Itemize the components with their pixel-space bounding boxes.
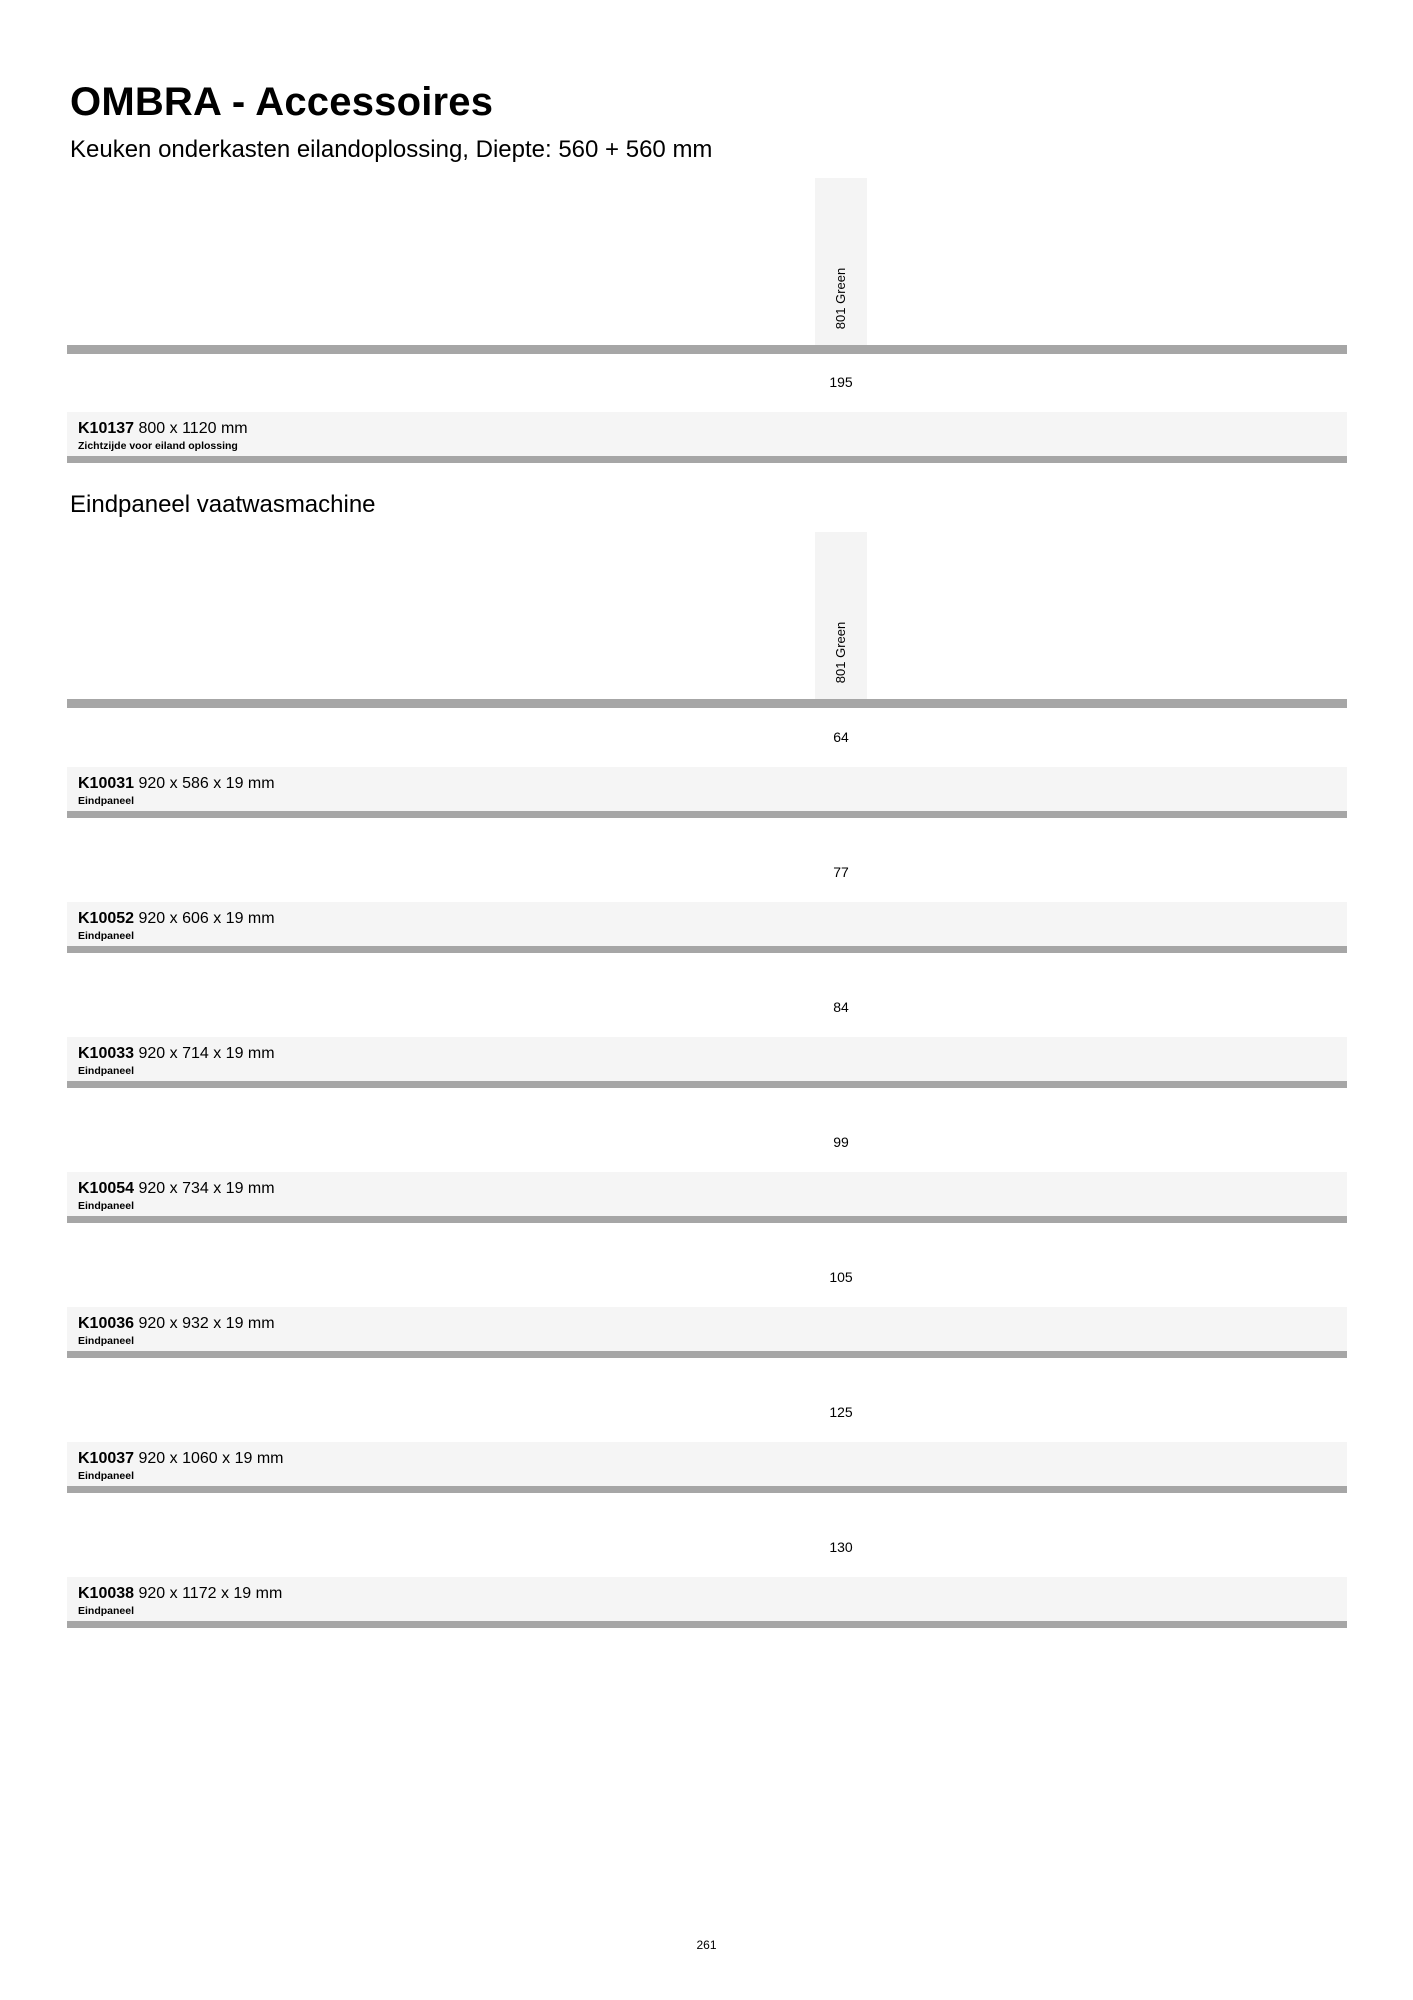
page-number: 261 <box>696 1938 717 1952</box>
table-row <box>67 902 1347 953</box>
product-dimensions: 920 x 586 x 19 mm <box>138 775 275 792</box>
product-code: K10037 <box>78 1450 135 1467</box>
product-dimensions: 920 x 1060 x 19 mm <box>138 1450 284 1467</box>
price: 125 <box>829 1404 853 1420</box>
product-description: Zichtzijde voor eiland oplossing <box>78 440 238 452</box>
price: 105 <box>829 1269 853 1285</box>
section-title: Eindpaneel vaatwasmachine <box>70 491 376 518</box>
table-row <box>67 1172 1347 1223</box>
section-title: Keuken onderkasten eilandoplossing, Diepte: 560 + 560 mm <box>70 136 713 163</box>
product-code: K10038 <box>78 1585 135 1602</box>
table-header-rule <box>67 345 1347 354</box>
price: 64 <box>833 729 849 745</box>
product-code: K10052 <box>78 910 135 927</box>
color-column-header <box>815 532 867 700</box>
product-description: Eindpaneel <box>78 1470 135 1482</box>
product-dimensions: 920 x 734 x 19 mm <box>138 1180 275 1197</box>
product-description: Eindpaneel <box>78 1200 135 1212</box>
table-row <box>67 767 1347 818</box>
price: 99 <box>833 1134 849 1150</box>
price: 84 <box>833 999 849 1015</box>
product-dimensions: 800 x 1120 mm <box>138 420 248 437</box>
table-row <box>67 1037 1347 1088</box>
product-dimensions: 920 x 932 x 19 mm <box>138 1315 275 1332</box>
product-code: K10137 <box>78 420 135 437</box>
product-description: Eindpaneel <box>78 1335 135 1347</box>
product-code: K10054 <box>78 1180 135 1197</box>
table-row <box>67 1307 1347 1358</box>
product-code: K10031 <box>78 775 135 792</box>
color-label: 801 Green <box>833 621 849 683</box>
product-description: Eindpaneel <box>78 1605 135 1617</box>
price: 130 <box>829 1539 853 1555</box>
color-column-header <box>815 178 867 346</box>
table-row <box>67 1577 1347 1628</box>
table-row <box>67 1442 1347 1493</box>
page-title: OMBRA - Accessoires <box>70 80 494 124</box>
product-description: Eindpaneel <box>78 1065 135 1077</box>
table-header-rule <box>67 699 1347 708</box>
price: 77 <box>833 864 849 880</box>
product-dimensions: 920 x 1172 x 19 mm <box>138 1585 283 1602</box>
product-code: K10036 <box>78 1315 135 1332</box>
product-description: Eindpaneel <box>78 795 135 807</box>
product-dimensions: 920 x 714 x 19 mm <box>138 1045 275 1062</box>
product-code: K10033 <box>78 1045 135 1062</box>
table-row <box>67 412 1347 463</box>
price: 195 <box>829 374 853 390</box>
product-dimensions: 920 x 606 x 19 mm <box>138 910 275 927</box>
color-label: 801 Green <box>833 267 849 329</box>
product-description: Eindpaneel <box>78 930 135 942</box>
